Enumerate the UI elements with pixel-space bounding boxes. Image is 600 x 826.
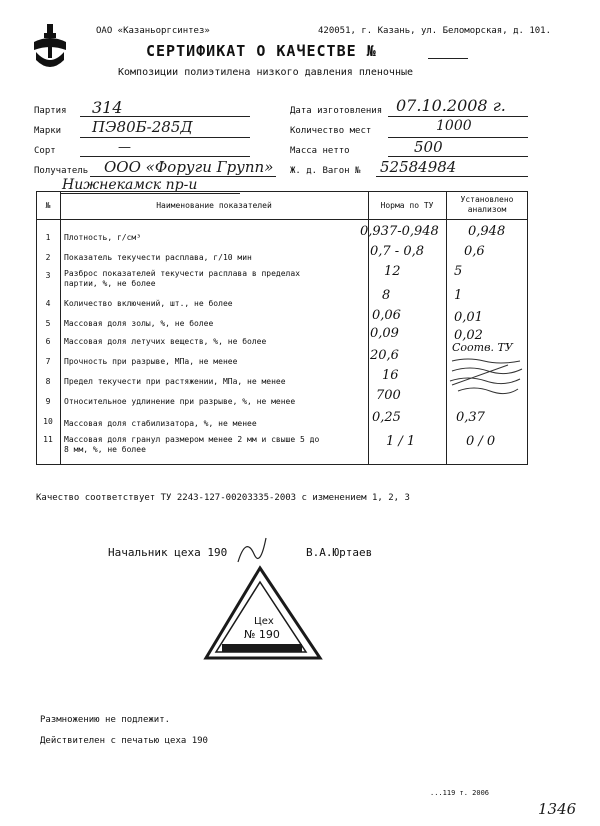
row-3-actual: 5 [454,264,463,279]
wagon-line [376,176,528,177]
footer-note-validity: Действителен с печатью цеха 190 [40,736,208,746]
row-7-actual: Соотв. ТУ [452,341,513,354]
company-address: 420051, г. Казань, ул. Беломорская, д. 101. [318,26,551,36]
places-label: Количество мест [290,126,372,136]
row-11-norm: 1 / 1 [386,434,416,449]
grade-line [80,137,250,138]
wagon-label: Ж. д. Вагон № [290,166,361,176]
company-name: ОАО «Казаньоргсинтез» [96,26,210,36]
recipient-label: Получатель [34,166,89,176]
stamp-text-1: Цех [254,616,274,627]
row-6-norm: 0,09 [370,326,399,341]
footer-note-reproduction: Размножению не подлежит. [40,715,171,725]
row-1-name: Плотность, г/см³ [64,233,142,242]
document-title: СЕРТИФИКАТ О КАЧЕСТВЕ № [146,42,377,60]
row-10-norm: 0,25 [372,410,401,425]
row-10-name: Массовая доля стабилизатора, %, не менее [64,419,257,428]
row-5-name: Массовая доля золы, %, не более [64,319,214,328]
row-6-num: 6 [45,337,51,346]
row-4-name: Количество включений, шт., не более [64,299,233,308]
header-actual: Установлено анализом [460,195,514,214]
sort-value: — [118,140,131,155]
row-2-actual: 0,6 [464,244,485,259]
row-8-norm: 16 [382,368,399,383]
quality-table [36,191,528,465]
row-10-actual: 0,37 [456,410,485,425]
signature-name: В.А.Юртаев [306,546,373,559]
net-mass-value: 500 [414,138,443,156]
row-5-num: 5 [45,319,51,328]
signature-role: Начальник цеха 190 [108,546,228,559]
row-11-name: Массовая доля гранул размером менее 2 мм и свыше 5 до 8 мм, %, не более [64,435,320,454]
row-11-num: 11 [43,435,53,444]
row-2-norm: 0,7 - 0,8 [370,244,425,259]
row-4-actual: 1 [454,288,463,303]
header-num: № [45,201,51,210]
grade-value: ПЭ80Б-285Д [92,118,193,136]
date-label: Дата изготовления [290,106,383,116]
certificate-number-line [428,58,468,59]
quality-statement: Качество соответствует ТУ 2243-127-00203335-2003 с изменением 1, 2, 3 [36,493,410,503]
row-8-name: Предел текучести при растяжении, МПа, не менее [64,377,286,386]
row-1-norm: 0,937-0,948 [360,224,439,239]
row-5-actual: 0,01 [454,310,483,325]
places-line [388,137,528,138]
batch-value: 314 [92,98,123,117]
header-name: Наименование показателей [156,201,272,210]
wagon-value: 52584984 [380,158,457,176]
handwritten-number: 1346 [538,800,577,818]
row-9-name: Относительное удлинение при разрыве, %, не менее [64,397,296,406]
batch-label: Партия [34,106,67,116]
net-mass-line [388,156,528,157]
date-value: 07.10.2008 г. [396,96,506,115]
row-1-actual: 0,948 [468,224,506,239]
row-3-norm: 12 [384,264,401,279]
row-6-name: Массовая доля летучих веществ, %, не более [64,337,267,346]
grade-label: Марки [34,126,62,136]
net-mass-label: Масса нетто [290,146,350,156]
document-subtitle: Композиции полиэтилена низкого давления пленочные [118,67,414,78]
row-3-num: 3 [45,271,51,280]
form-number: ...119 т. 2006 [430,789,490,797]
row-2-name: Показатель текучести расплава, г/10 мин [64,253,252,262]
recipient-value-line1: ООО «Форуги Групп» [104,158,274,176]
row-5-norm: 0,06 [372,308,401,323]
sort-label: Сорт [34,146,56,156]
row-6-actual: 0,02 [454,328,483,343]
row-3-name: Разброс показателей текучести расплава в пределах партии, %, не более [64,269,301,288]
row-7-name: Прочность при разрыве, МПа, не менее [64,357,238,366]
row-9-norm: 700 [376,388,401,403]
recipient-value-line2: Нижнекамск пр-и [62,177,198,193]
handwritten-note-scribble [448,355,526,403]
stamp-text-2: № 190 [244,628,280,641]
row-4-norm: 8 [382,288,391,303]
header-norm: Норма по ТУ [380,201,434,210]
department-stamp [202,564,326,664]
row-11-actual: 0 / 0 [466,434,496,449]
row-8-num: 8 [45,377,51,386]
row-2-num: 2 [45,253,51,262]
row-4-num: 4 [45,299,51,308]
row-7-norm: 20,6 [370,348,399,363]
row-7-num: 7 [45,357,51,366]
row-10-num: 10 [43,417,53,426]
coat-of-arms-logo [30,22,70,74]
places-value: 1000 [436,118,472,134]
sort-line [80,156,250,157]
date-line [388,116,528,117]
batch-line [80,116,250,117]
row-9-num: 9 [45,397,51,406]
row-1-num: 1 [45,233,51,242]
